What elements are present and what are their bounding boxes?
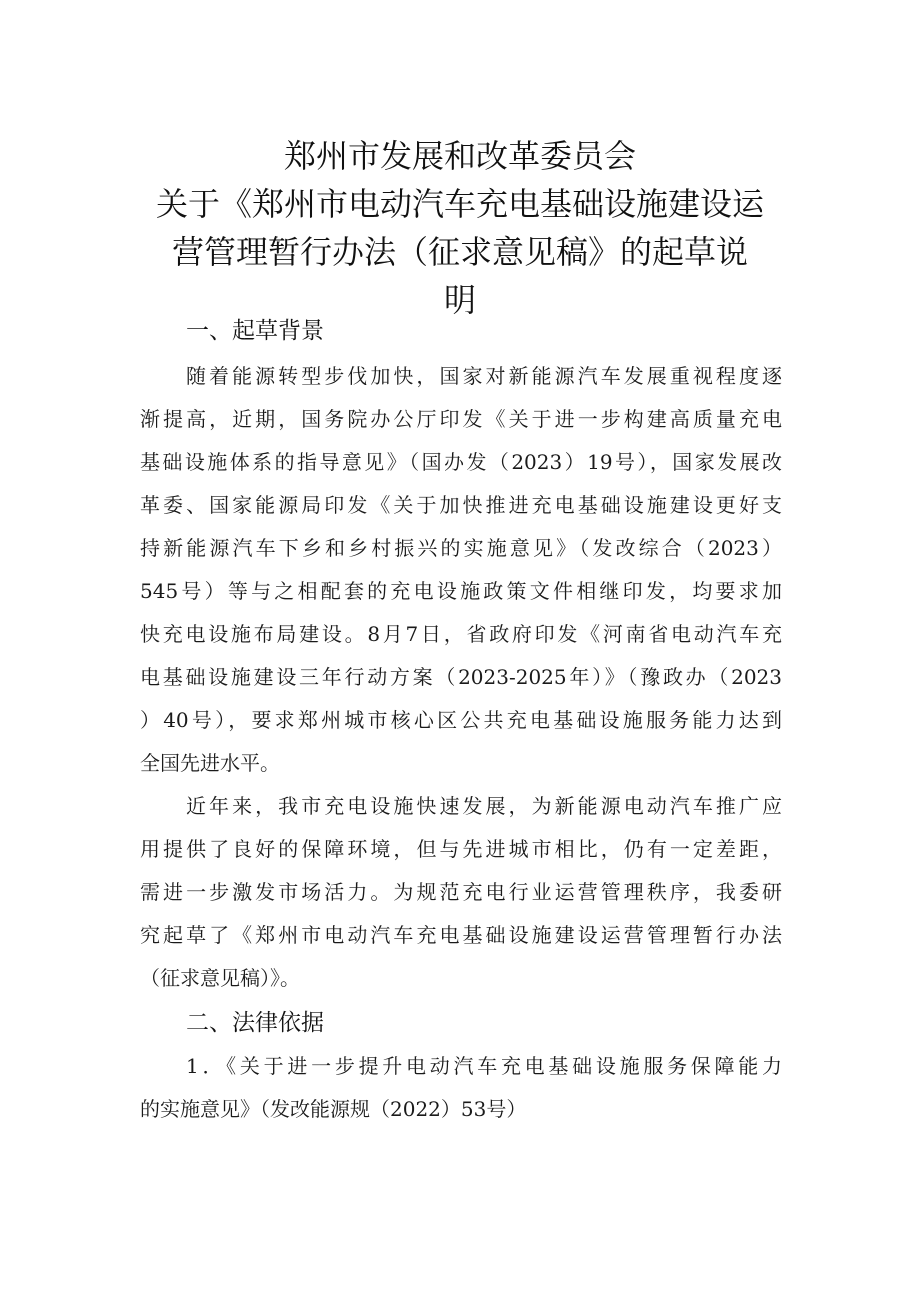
section-heading-legal-basis: 二、法律依据: [186, 1010, 324, 1036]
paragraph-line: 545号）等与之相配套的充电设施政策文件相继印发，均要求加: [140, 579, 782, 603]
title-line: 营管理暂行办法（征求意见稿》的起草说: [171, 233, 748, 271]
title-line: 郑州市发展和改革委员会: [283, 137, 636, 175]
paragraph-line: 近年来，我市充电设施快速发展，为新能源电动汽车推广应: [186, 794, 782, 818]
paragraph-line: 持新能源汽车下乡和乡村振兴的实施意见》（发改综合（2023）: [140, 536, 782, 560]
paragraph-line: 随着能源转型步伐加快，国家对新能源汽车发展重视程度逐: [186, 364, 782, 388]
list-item-line: 的实施意见》（发改能源规（2022）53号）: [140, 1097, 527, 1121]
document-title: [130, 132, 790, 324]
title-line: 关于《郑州市电动汽车充电基础设施建设运: [155, 185, 764, 223]
paragraph-line: 需进一步激发市场活力。为规范充电行业运营管理秩序，我委研: [140, 880, 782, 904]
title-line: 明: [443, 281, 476, 319]
paragraph-line: 电基础设施建设三年行动方案（2023-2025年）》（豫政办（2023: [140, 665, 782, 689]
paragraph-line: 究起草了《郑州市电动汽车充电基础设施建设运营管理暂行办法: [140, 923, 782, 947]
paragraph-line: 基础设施体系的指导意见》（国办发（2023）19号），国家发展改: [140, 450, 782, 474]
paragraph-line: （征求意见稿）》。: [140, 966, 300, 990]
paragraph-line: 全国先进水平。: [140, 751, 280, 775]
section-heading-background: 一、起草背景: [186, 318, 324, 344]
paragraph-line: 革委、国家能源局印发《关于加快推进充电基础设施建设更好支: [140, 493, 782, 517]
paragraph-line: ）40号），要求郑州城市核心区公共充电基础设施服务能力达到: [140, 708, 782, 732]
list-item-line: 1．《关于进一步提升电动汽车充电基础设施服务保障能力: [186, 1054, 782, 1078]
paragraph-line: 渐提高，近期，国务院办公厅印发《关于进一步构建高质量充电: [140, 407, 782, 431]
paragraph-line: 用提供了良好的保障环境，但与先进城市相比，仍有一定差距，: [140, 837, 782, 861]
paragraph-line: 快充电设施布局建设。8月7日，省政府印发《河南省电动汽车充: [140, 622, 782, 646]
